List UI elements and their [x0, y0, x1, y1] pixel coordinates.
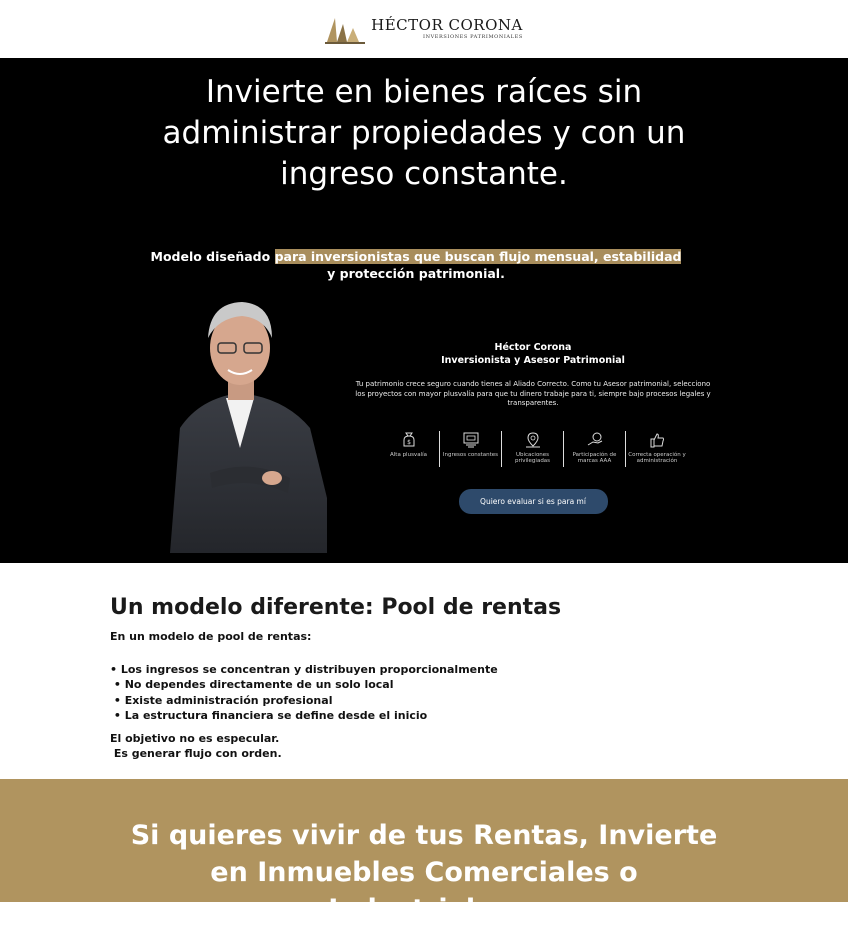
hero-title: Invierte en bienes raíces sin administrar propiedades y con un ingreso constante.	[162, 74, 686, 192]
advisor-portrait	[160, 298, 327, 553]
logo[interactable]	[325, 14, 523, 44]
feature-item	[440, 431, 502, 467]
pool-intro: En un modelo de pool de rentas:	[110, 630, 312, 643]
svg-text:$: $	[406, 438, 411, 446]
evaluate-cta-button[interactable]: Quiero evaluar si es para mí	[459, 489, 608, 514]
pool-section	[0, 563, 848, 779]
list-item: • Existe administración profesional	[110, 693, 333, 707]
pool-closing-2: Es generar flujo con orden.	[110, 747, 282, 760]
band-heading: Si quieres vivir de tus Rentas, Invierte en Inmuebles Comerciales o Industriales.	[130, 820, 718, 925]
feature-item	[378, 431, 440, 467]
hero-subtitle-highlight: para inversionistas que buscan flujo mensual, estabilidad	[274, 249, 682, 264]
feature-item	[502, 431, 564, 467]
pool-closing-1: El objetivo no es especular.	[110, 731, 280, 745]
hero-subtitle-pre: Modelo diseñado	[150, 249, 275, 264]
pool-heading: Un modelo diferente: Pool de rentas	[110, 595, 562, 620]
feature-list	[350, 431, 716, 467]
logo-subtitle: INVERSIONES PATRIMONIALES	[423, 34, 523, 40]
hero-section	[0, 58, 848, 563]
rentas-band	[0, 779, 848, 925]
site-header	[0, 0, 848, 58]
list-item: • No dependes directamente de un solo local	[110, 678, 394, 691]
feature-label: Ubicaciones privilegiadas	[514, 451, 551, 464]
feature-label: Correcta operación y administración	[628, 451, 686, 464]
feature-label: Participación de marcas AAA	[572, 451, 617, 464]
money-bag-icon	[400, 431, 418, 449]
list-item: • Los ingresos se concentran y distribuyen proporcionalmente	[110, 662, 498, 676]
badge-hand-icon	[586, 431, 604, 449]
list-item: • La estructura financiera se define desde el inicio	[110, 709, 428, 722]
hero-subtitle	[150, 248, 682, 282]
logo-name: HÉCTOR CORONA	[371, 16, 523, 34]
pool-list	[110, 662, 738, 724]
advisor-role: Inversionista y Asesor Patrimonial	[441, 355, 625, 366]
feature-label: Alta plusvalía	[390, 451, 427, 458]
advisor-name: Héctor Corona	[494, 342, 572, 353]
map-pin-icon	[524, 431, 542, 449]
logo-buildings-icon	[325, 14, 365, 44]
hero-subtitle-post: y protección patrimonial.	[327, 266, 505, 281]
feature-item	[564, 431, 626, 467]
feature-item	[626, 431, 688, 467]
feature-label: Ingresos constantes	[442, 451, 499, 458]
advisor-description: Tu patrimonio crece seguro cuando tienes al Aliado Correcto. Como tu Asesor patrimonial, selecciono los proyectos con mayor plusvalía para que tu dinero trabaje para ti, siempre bajo procesos legales y transparentes.	[355, 380, 711, 407]
cash-screen-icon	[462, 431, 480, 449]
thumbs-up-icon	[648, 431, 666, 449]
advisor-info	[350, 341, 716, 514]
